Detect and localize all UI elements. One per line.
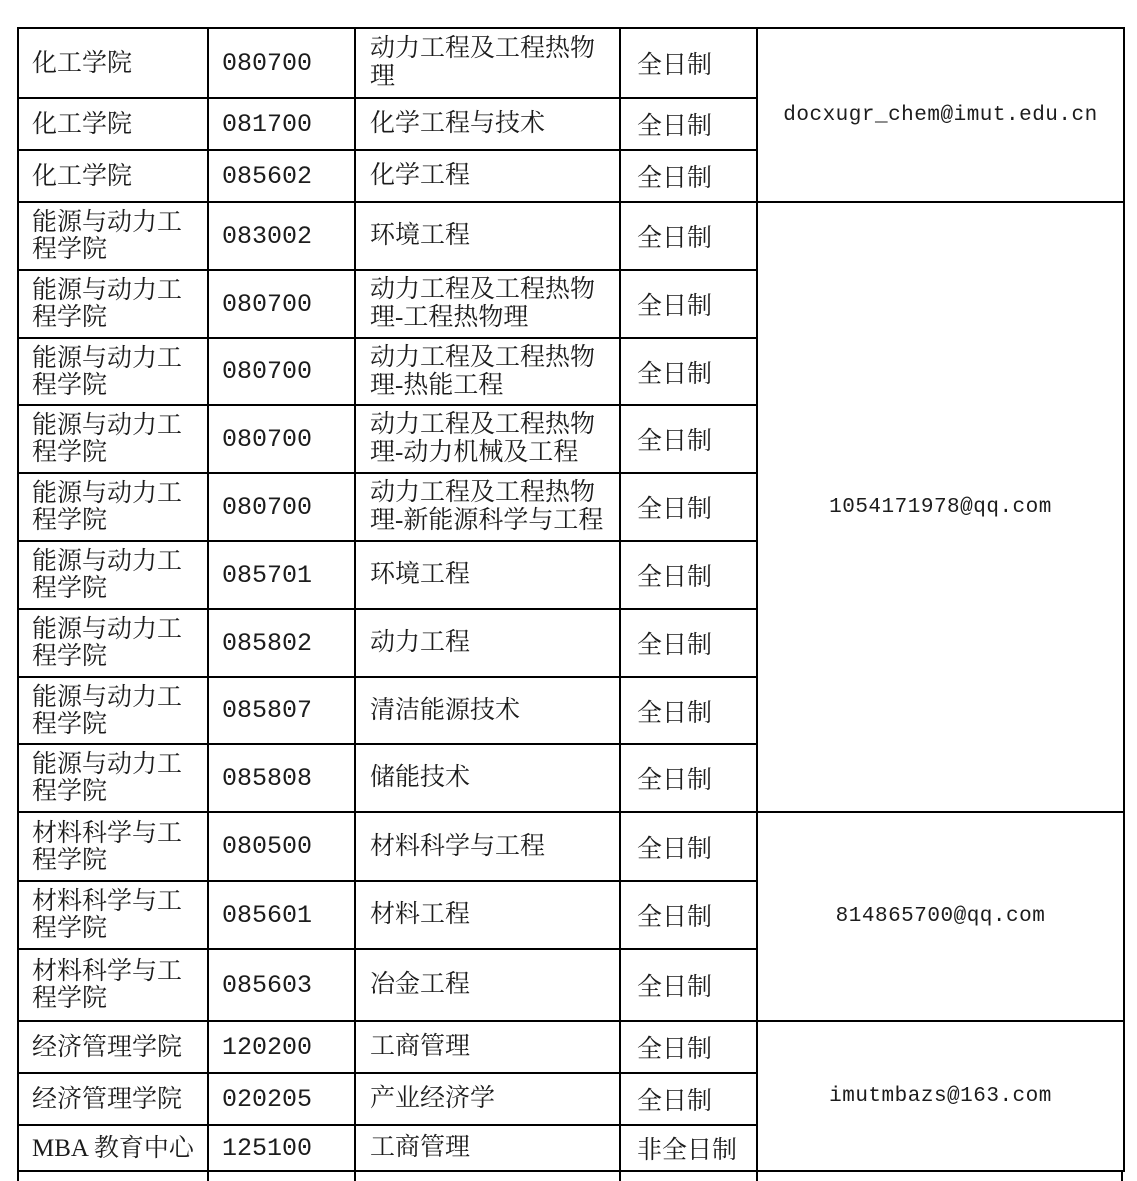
mode-cell: 全日制 <box>620 405 757 473</box>
mode-cell: 全日制 <box>620 202 757 270</box>
program-cell: 动力工程 <box>355 609 620 677</box>
table-row <box>18 812 1124 881</box>
program-cell: 动力工程及工程热物理-工程热物理 <box>355 270 620 338</box>
program-cell: 动力工程及工程热物理-动力机械及工程 <box>355 405 620 473</box>
mode-cell: 全日制 <box>620 150 757 202</box>
table-row <box>18 202 1124 270</box>
program-cell: 储能技术 <box>355 744 620 812</box>
email-cell: docxugr_chem@imut.edu.cn <box>757 28 1124 202</box>
program-cell: 动力工程及工程热物理-新能源科学与工程 <box>355 473 620 541</box>
program-cell: 冶金工程 <box>355 949 620 1021</box>
email-cell: imutmbazs@163.com <box>757 1021 1124 1171</box>
mode-cell: 全日制 <box>620 270 757 338</box>
college-cell: 化工学院 <box>18 28 208 98</box>
code-cell: 080700 <box>208 405 355 473</box>
program-cell: 化学工程 <box>355 150 620 202</box>
table-continuation-stub <box>17 1172 1123 1181</box>
stub-border <box>1121 1172 1123 1181</box>
college-cell: 材料科学与工程学院 <box>18 881 208 949</box>
table-body <box>18 28 1124 1171</box>
college-cell: 能源与动力工程学院 <box>18 541 208 609</box>
email-cell: 1054171978@qq.com <box>757 202 1124 812</box>
code-cell: 080700 <box>208 473 355 541</box>
code-cell: 080700 <box>208 28 355 98</box>
college-cell: MBA 教育中心 <box>18 1125 208 1171</box>
program-cell: 工商管理 <box>355 1125 620 1171</box>
college-cell: 能源与动力工程学院 <box>18 609 208 677</box>
mode-cell: 全日制 <box>620 949 757 1021</box>
code-cell: 085601 <box>208 881 355 949</box>
mode-cell: 全日制 <box>620 1021 757 1073</box>
program-cell: 动力工程及工程热物理 <box>355 28 620 98</box>
mode-cell: 全日制 <box>620 338 757 405</box>
code-cell: 081700 <box>208 98 355 150</box>
email-cell: 814865700@qq.com <box>757 812 1124 1021</box>
code-cell: 085602 <box>208 150 355 202</box>
college-cell: 能源与动力工程学院 <box>18 473 208 541</box>
table-container <box>17 27 1125 1181</box>
code-cell: 085701 <box>208 541 355 609</box>
mode-cell: 全日制 <box>620 677 757 744</box>
college-cell: 能源与动力工程学院 <box>18 338 208 405</box>
college-cell: 材料科学与工程学院 <box>18 949 208 1021</box>
stub-border <box>17 1172 19 1181</box>
college-cell: 能源与动力工程学院 <box>18 677 208 744</box>
program-cell: 材料科学与工程 <box>355 812 620 881</box>
college-cell: 经济管理学院 <box>18 1021 208 1073</box>
stub-border <box>619 1172 621 1181</box>
college-cell: 能源与动力工程学院 <box>18 744 208 812</box>
college-cell: 化工学院 <box>18 150 208 202</box>
code-cell: 085807 <box>208 677 355 744</box>
college-cell: 能源与动力工程学院 <box>18 270 208 338</box>
code-cell: 085802 <box>208 609 355 677</box>
college-cell: 材料科学与工程学院 <box>18 812 208 881</box>
college-cell: 经济管理学院 <box>18 1073 208 1125</box>
program-cell: 化学工程与技术 <box>355 98 620 150</box>
code-cell: 080500 <box>208 812 355 881</box>
mode-cell: 非全日制 <box>620 1125 757 1171</box>
program-cell: 材料工程 <box>355 881 620 949</box>
college-cell: 能源与动力工程学院 <box>18 405 208 473</box>
mode-cell: 全日制 <box>620 744 757 812</box>
code-cell: 120200 <box>208 1021 355 1073</box>
college-cell: 能源与动力工程学院 <box>18 202 208 270</box>
program-cell: 环境工程 <box>355 202 620 270</box>
program-cell: 动力工程及工程热物理-热能工程 <box>355 338 620 405</box>
program-cell: 产业经济学 <box>355 1073 620 1125</box>
mode-cell: 全日制 <box>620 1073 757 1125</box>
mode-cell: 全日制 <box>620 98 757 150</box>
code-cell: 085603 <box>208 949 355 1021</box>
stub-border <box>756 1172 758 1181</box>
mode-cell: 全日制 <box>620 881 757 949</box>
code-cell: 083002 <box>208 202 355 270</box>
college-cell: 化工学院 <box>18 98 208 150</box>
admissions-table <box>17 27 1125 1172</box>
program-cell: 环境工程 <box>355 541 620 609</box>
code-cell: 020205 <box>208 1073 355 1125</box>
mode-cell: 全日制 <box>620 609 757 677</box>
mode-cell: 全日制 <box>620 473 757 541</box>
code-cell: 080700 <box>208 338 355 405</box>
code-cell: 085808 <box>208 744 355 812</box>
program-cell: 清洁能源技术 <box>355 677 620 744</box>
mode-cell: 全日制 <box>620 541 757 609</box>
stub-border <box>207 1172 209 1181</box>
mode-cell: 全日制 <box>620 812 757 881</box>
table-row <box>18 28 1124 98</box>
program-cell: 工商管理 <box>355 1021 620 1073</box>
mode-cell: 全日制 <box>620 28 757 98</box>
stub-border <box>354 1172 356 1181</box>
table-row <box>18 1021 1124 1073</box>
code-cell: 125100 <box>208 1125 355 1171</box>
code-cell: 080700 <box>208 270 355 338</box>
